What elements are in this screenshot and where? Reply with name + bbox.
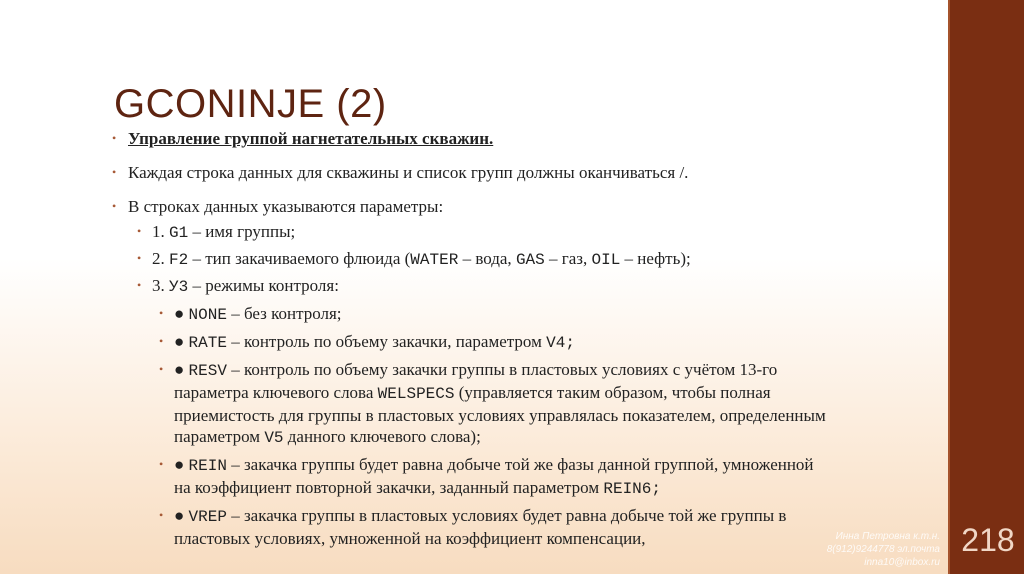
- mode-item-rate: • ● RATE – контроль по объему закачки, параметром V4;: [159, 332, 575, 352]
- dot-icon: ●: [174, 455, 185, 474]
- bullet-icon: •: [159, 457, 164, 471]
- bullet-text: Управление группой нагнетательных скважин.: [128, 129, 494, 148]
- bullet-icon: •: [159, 362, 164, 376]
- mode-item-resv: • ● RESV – контроль по объему закачки группы в пластовых условиях с учётом 13-го параметра ключевого слова WELSPECS (управляется таким образом, чтобы полная приемистость для группы в пластовых условиях управлялась показателем, определенным параметром V5 данного ключевого слова);: [159, 360, 826, 447]
- bullet-text: Каждая строка данных для скважины и список групп должны оканчиваться /.: [128, 163, 689, 182]
- bullet-icon: •: [112, 165, 117, 179]
- param-item: • 2. F2 – тип закачиваемого флюида (WATER – вода, GAS – газ, OIL – нефть);: [137, 249, 691, 269]
- bullet-text: В строках данных указываются параметры:: [128, 197, 444, 216]
- bullet-icon: •: [159, 508, 164, 522]
- param-item: • 1. G1 – имя группы;: [137, 222, 296, 242]
- bullet-icon: •: [112, 131, 117, 145]
- dot-icon: ●: [174, 304, 185, 323]
- mode-item-none: • ● NONE – без контроля;: [159, 304, 342, 324]
- bullet-icon: •: [137, 224, 142, 238]
- bullet-item: [112, 128, 832, 149]
- code-text: F2: [169, 251, 189, 269]
- dot-icon: ●: [174, 332, 185, 351]
- bullet-icon: •: [112, 199, 117, 213]
- dot-icon: ●: [174, 360, 185, 379]
- slide-title: GCONINJE (2): [114, 82, 387, 126]
- code-text: У3: [169, 278, 189, 296]
- slide-content: [112, 128, 832, 549]
- bullet-item: [112, 196, 832, 217]
- mode-item-rein: • ● REIN – закачка группы будет равна добыче той же фазы данной группой, умноженной на коэффициент повторной закачки, заданный параметром REIN6;: [159, 455, 814, 498]
- mode-item-vrep: • ● VREP – закачка группы в пластовых условиях будет равна добыче той же группы в пластовых условиях, умноженной на коэффициент компенсации,: [159, 506, 787, 548]
- code-text: G1: [169, 224, 189, 242]
- page-number: 218: [961, 522, 1015, 558]
- bullet-item: [112, 162, 832, 183]
- param-item: • 3. У3 – режимы контроля:: [137, 276, 339, 296]
- sidebar-bar: [948, 0, 1024, 574]
- dot-icon: ●: [174, 506, 185, 525]
- bullet-icon: •: [137, 278, 142, 292]
- bullet-icon: •: [159, 334, 164, 348]
- bullet-icon: •: [137, 251, 142, 265]
- sidebar-divider: [948, 0, 950, 574]
- bullet-icon: •: [159, 306, 164, 320]
- author-watermark: Инна Петровна к.т.н. 8(912)9244778 эл.почта inna10@inbox.ru: [826, 531, 940, 568]
